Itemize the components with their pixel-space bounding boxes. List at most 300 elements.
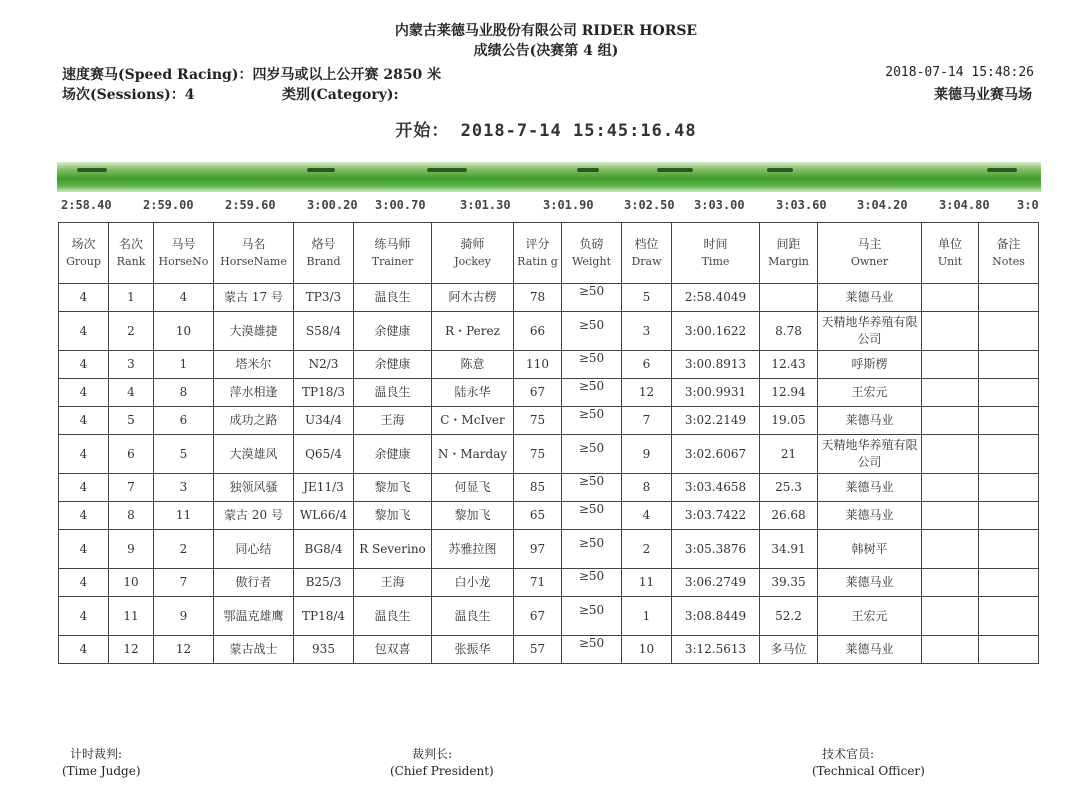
cell-value: 9 <box>642 446 651 461</box>
table-cell <box>622 407 672 435</box>
table-cell <box>979 435 1039 474</box>
table-cell <box>979 597 1039 636</box>
cell-value: 蒙古 20 号 <box>224 508 283 522</box>
table-cell <box>818 597 922 636</box>
venue: 莱德马业赛马场 <box>934 87 1032 103</box>
table-cell <box>354 351 432 379</box>
table-cell <box>432 435 514 474</box>
table-cell <box>154 569 214 597</box>
timeline-tick: 3:02.50 <box>624 198 675 212</box>
cell-value: 王海 <box>380 413 405 427</box>
table-cell <box>562 530 622 569</box>
table-row <box>59 407 1039 435</box>
cell-value: BG8/4 <box>304 541 343 556</box>
cell-value: 39.35 <box>771 575 806 589</box>
column-header-zh: 骑师 <box>460 237 485 251</box>
table-cell <box>818 435 922 474</box>
table-cell <box>59 284 109 312</box>
table-cell <box>622 474 672 502</box>
cell-value: 3 <box>127 357 135 371</box>
cell-value: 王海 <box>380 575 405 589</box>
table-cell <box>154 636 214 664</box>
table-row <box>59 636 1039 664</box>
table-cell <box>214 435 294 474</box>
weight-value: ≥50 <box>578 535 605 550</box>
table-cell <box>514 636 562 664</box>
cell-value: 萍水相逢 <box>229 385 278 399</box>
table-cell <box>294 502 354 530</box>
table-cell <box>622 569 672 597</box>
timeline-tick: 2:59.00 <box>143 198 194 212</box>
cell-value: 余健康 <box>374 446 411 461</box>
table-cell <box>154 351 214 379</box>
table-cell <box>760 502 818 530</box>
column-header <box>294 223 354 284</box>
table-cell <box>214 502 294 530</box>
cell-value: 4 <box>79 508 88 522</box>
cell-value: 温良生 <box>454 608 491 623</box>
table-cell <box>59 351 109 379</box>
table-cell <box>622 636 672 664</box>
table-cell <box>294 569 354 597</box>
cell-value: 苏雅拉图 <box>448 541 497 556</box>
table-cell <box>562 284 622 312</box>
table-cell <box>514 284 562 312</box>
cell-value: 1 <box>179 357 188 371</box>
table-cell <box>979 312 1039 351</box>
cell-value: 4 <box>79 642 88 656</box>
table-cell <box>294 435 354 474</box>
cell-value: 王宏元 <box>851 608 888 623</box>
table-cell <box>432 569 514 597</box>
column-header-en: Draw <box>631 255 662 268</box>
session-info: 场次(Sessions)：4 <box>62 87 195 103</box>
table-row <box>59 597 1039 636</box>
chief-label-en: (Chief President) <box>390 764 494 778</box>
table-cell <box>622 597 672 636</box>
table-cell <box>760 407 818 435</box>
table-cell <box>818 636 922 664</box>
table-cell <box>622 379 672 407</box>
chief-label: 裁判长: <box>412 747 453 761</box>
cell-value: 王宏元 <box>851 385 888 399</box>
cell-value: 4 <box>79 480 88 494</box>
table-cell <box>59 312 109 351</box>
table-cell <box>979 407 1039 435</box>
cell-value: 包双喜 <box>374 642 411 656</box>
report-subtitle: 成绩公告(决赛第 4 组) <box>473 43 619 59</box>
cell-value: 12 <box>175 642 192 656</box>
time-judge-label: 计时裁判: <box>70 747 123 761</box>
table-cell <box>979 502 1039 530</box>
race-info: 速度赛马(Speed Racing)：四岁马或以上公开赛 2850 米 <box>62 67 442 83</box>
table-cell <box>154 474 214 502</box>
table-cell <box>109 379 154 407</box>
timeline-tick: 3:03.60 <box>776 198 827 212</box>
table-row <box>59 435 1039 474</box>
table-cell <box>154 597 214 636</box>
cell-value: 11 <box>123 608 139 623</box>
table-cell <box>622 284 672 312</box>
column-header <box>59 223 109 284</box>
cell-value: 独领风骚 <box>229 480 278 494</box>
cell-value: 110 <box>526 357 549 371</box>
table-cell <box>214 569 294 597</box>
cell-value: 9 <box>179 608 188 623</box>
table-row <box>59 502 1039 530</box>
table-cell <box>59 569 109 597</box>
table-cell <box>922 597 979 636</box>
table-cell <box>354 530 432 569</box>
cell-value: 25.3 <box>775 480 802 494</box>
table-cell <box>514 597 562 636</box>
table-cell <box>109 569 154 597</box>
column-header <box>432 223 514 284</box>
cell-value: 10 <box>123 575 139 589</box>
table-cell <box>214 474 294 502</box>
cell-value: Q65/4 <box>305 446 342 461</box>
weight-value: ≥50 <box>578 284 605 298</box>
table-cell <box>760 284 818 312</box>
cell-value: JE11/3 <box>303 480 344 494</box>
timeline-tick: 3:01.30 <box>460 198 511 212</box>
cell-value: 67 <box>529 385 546 399</box>
cell-value: 4 <box>79 541 88 556</box>
cell-value: 71 <box>529 575 546 589</box>
table-cell <box>432 597 514 636</box>
cell-value: B25/3 <box>305 575 342 589</box>
cell-value: 5 <box>127 413 135 427</box>
start-time: 开始： 2018-7-14 15:45:16.48 <box>395 121 697 141</box>
column-header-zh: 马主 <box>857 237 882 251</box>
time-judge-signature <box>62 746 141 780</box>
table-cell <box>922 351 979 379</box>
table-cell <box>672 530 760 569</box>
table-cell <box>922 502 979 530</box>
cell-value: 4 <box>127 385 135 399</box>
table-cell <box>109 284 154 312</box>
column-header <box>214 223 294 284</box>
cell-value: 3:06.2749 <box>684 575 747 589</box>
cell-value: 3:03.4658 <box>684 480 747 494</box>
table-cell <box>109 474 154 502</box>
weight-value: ≥50 <box>578 379 605 393</box>
cell-value: 7 <box>179 575 188 589</box>
cell-value: 52.2 <box>775 608 802 623</box>
company-title: 内蒙古莱德马业股份有限公司 RIDER HORSE <box>394 23 698 39</box>
table-cell <box>59 502 109 530</box>
cell-value: 3:08.8449 <box>684 608 747 623</box>
cell-value: 傲行者 <box>235 575 272 589</box>
cell-value: 7 <box>642 413 651 427</box>
table-cell <box>818 502 922 530</box>
column-header-en: Group <box>66 255 101 268</box>
table-cell <box>294 474 354 502</box>
table-cell <box>562 379 622 407</box>
table-cell <box>672 407 760 435</box>
column-header-zh: 单位 <box>937 237 962 251</box>
table-cell <box>432 379 514 407</box>
cell-value: 1 <box>642 608 651 623</box>
cell-value: 66 <box>529 323 546 338</box>
cell-value: 韩树平 <box>851 541 888 556</box>
cell-value: 蒙古战士 <box>229 642 278 656</box>
table-cell <box>562 312 622 351</box>
table-cell <box>154 530 214 569</box>
table-cell <box>59 636 109 664</box>
table-cell <box>294 284 354 312</box>
column-header-en: HorseName <box>220 255 287 268</box>
column-header <box>562 223 622 284</box>
column-header <box>154 223 214 284</box>
table-cell <box>922 379 979 407</box>
cell-value: 4 <box>642 508 651 522</box>
table-cell <box>154 379 214 407</box>
table-cell <box>214 407 294 435</box>
cell-value: 65 <box>529 508 546 522</box>
cell-value: 6 <box>642 357 651 371</box>
cell-value: 75 <box>529 413 546 427</box>
column-header-en: Trainer <box>371 255 414 268</box>
cell-value: 3:12.5613 <box>684 642 747 656</box>
table-cell <box>214 636 294 664</box>
table-cell <box>109 597 154 636</box>
cell-value: 6 <box>179 413 188 427</box>
table-cell <box>59 435 109 474</box>
column-header-zh: 时间 <box>703 237 728 251</box>
cell-value: 12.94 <box>771 385 806 399</box>
cell-value: 黎加飞 <box>374 480 411 494</box>
cell-value: 温良生 <box>374 608 411 623</box>
table-cell <box>672 351 760 379</box>
cell-value: 余健康 <box>374 323 411 338</box>
table-cell <box>294 636 354 664</box>
cell-value: 4 <box>79 608 88 623</box>
column-header-zh: 练马师 <box>374 237 411 251</box>
cell-value: 莱德马业 <box>845 575 894 589</box>
cell-value: 陈意 <box>460 357 485 371</box>
column-header-zh: 档位 <box>634 237 659 251</box>
table-cell <box>818 284 922 312</box>
table-row <box>59 351 1039 379</box>
table-cell <box>979 474 1039 502</box>
column-header-zh: 马名 <box>241 237 266 251</box>
table-cell <box>432 284 514 312</box>
table-cell <box>622 351 672 379</box>
cell-value: R Severino <box>359 541 426 556</box>
table-cell <box>922 474 979 502</box>
table-cell <box>354 636 432 664</box>
table-cell <box>294 379 354 407</box>
weight-value: ≥50 <box>578 407 605 421</box>
cell-value: 4 <box>79 446 88 461</box>
column-header-zh: 马号 <box>171 237 196 251</box>
table-cell <box>514 351 562 379</box>
table-cell <box>622 312 672 351</box>
column-header <box>979 223 1039 284</box>
timeline-tick: 2:58.40 <box>61 198 112 212</box>
table-cell <box>154 435 214 474</box>
column-header-en: Notes <box>992 255 1025 268</box>
table-cell <box>922 636 979 664</box>
table-cell <box>354 569 432 597</box>
cell-value: 10 <box>175 323 192 338</box>
table-cell <box>514 435 562 474</box>
table-cell <box>672 379 760 407</box>
cell-value: 白小龙 <box>454 575 491 589</box>
cell-value: 2:58.4049 <box>684 290 747 304</box>
cell-value: 3:00.1622 <box>684 323 747 338</box>
column-header-zh: 名次 <box>118 237 143 251</box>
cell-value: 莱德马业 <box>845 508 894 522</box>
cell-value: 3:00.9931 <box>684 385 747 399</box>
table-cell <box>354 502 432 530</box>
table-cell <box>562 502 622 530</box>
category-info: 类别(Category): <box>282 87 399 103</box>
table-cell <box>562 597 622 636</box>
cell-value: 8 <box>179 385 188 399</box>
table-cell <box>562 407 622 435</box>
table-cell <box>672 636 760 664</box>
table-cell <box>109 530 154 569</box>
cell-value: 5 <box>179 446 188 461</box>
table-cell <box>672 502 760 530</box>
weight-value: ≥50 <box>578 351 605 365</box>
cell-value: 多马位 <box>770 642 807 656</box>
cell-value: 温良生 <box>374 385 411 399</box>
cell-value: 阿木古楞 <box>448 290 497 304</box>
table-cell <box>922 435 979 474</box>
cell-value: 温良生 <box>374 290 411 304</box>
results-table <box>58 222 1039 664</box>
table-cell <box>59 407 109 435</box>
table-cell <box>922 407 979 435</box>
cell-value: 3:03.7422 <box>684 508 747 522</box>
cell-value: 3:00.8913 <box>684 357 747 371</box>
table-cell <box>922 312 979 351</box>
cell-value: WL66/4 <box>299 508 348 522</box>
technical-officer-signature <box>812 746 925 780</box>
cell-value: 26.68 <box>771 508 806 522</box>
cell-value: 黎加飞 <box>454 508 491 522</box>
table-cell <box>432 407 514 435</box>
table-cell <box>979 636 1039 664</box>
table-cell <box>922 284 979 312</box>
table-cell <box>354 407 432 435</box>
table-cell <box>154 284 214 312</box>
column-header <box>354 223 432 284</box>
cell-value: 天精地华养殖有限公司 <box>821 438 918 469</box>
column-header <box>818 223 922 284</box>
table-cell <box>672 569 760 597</box>
table-cell <box>154 312 214 351</box>
column-header-en: Ratin g <box>517 255 558 268</box>
column-header-zh: 烙号 <box>311 237 336 251</box>
technical-officer-label-en: (Technical Officer) <box>812 764 925 778</box>
table-cell <box>59 530 109 569</box>
table-cell <box>672 284 760 312</box>
table-cell <box>514 569 562 597</box>
cell-value: 4 <box>79 385 88 399</box>
table-cell <box>979 351 1039 379</box>
table-cell <box>562 636 622 664</box>
cell-value: 3:02.2149 <box>684 413 747 427</box>
table-cell <box>562 351 622 379</box>
cell-value: 8 <box>127 508 135 522</box>
table-cell <box>294 312 354 351</box>
cell-value: 2 <box>642 541 651 556</box>
timeline-tick: 3:00.20 <box>307 198 358 212</box>
column-header-en: Time <box>701 255 730 268</box>
cell-value: TP18/3 <box>301 385 346 399</box>
table-cell <box>109 636 154 664</box>
table-cell <box>109 407 154 435</box>
table-cell <box>214 312 294 351</box>
table-cell <box>432 351 514 379</box>
cell-value: 塔米尔 <box>235 357 272 371</box>
table-cell <box>818 312 922 351</box>
table-cell <box>760 636 818 664</box>
cell-value: 4 <box>79 357 88 371</box>
weight-value: ≥50 <box>578 602 605 617</box>
cell-value: 5 <box>642 290 651 304</box>
column-header <box>514 223 562 284</box>
cell-value: N・Marday <box>437 446 508 461</box>
column-header-zh: 场次 <box>71 237 96 251</box>
weight-value: ≥50 <box>578 317 605 332</box>
table-cell <box>760 474 818 502</box>
cell-value: 4 <box>79 575 88 589</box>
table-cell <box>214 597 294 636</box>
table-cell <box>760 530 818 569</box>
cell-value: 97 <box>529 541 546 556</box>
timeline-tick: 3:04.20 <box>857 198 908 212</box>
cell-value: 3:02.6067 <box>684 446 747 461</box>
weight-value: ≥50 <box>578 636 605 650</box>
column-header <box>622 223 672 284</box>
table-cell <box>354 312 432 351</box>
column-header <box>672 223 760 284</box>
column-header <box>109 223 154 284</box>
table-cell <box>109 502 154 530</box>
table-cell <box>760 379 818 407</box>
weight-value: ≥50 <box>578 440 605 455</box>
column-header-en: HorseNo <box>158 255 209 268</box>
table-cell <box>514 379 562 407</box>
table-cell <box>979 284 1039 312</box>
table-cell <box>354 379 432 407</box>
cell-value: 同心结 <box>235 541 272 556</box>
table-row <box>59 530 1039 569</box>
table-cell <box>294 597 354 636</box>
cell-value: 3:05.3876 <box>684 541 747 556</box>
cell-value: 57 <box>529 642 546 656</box>
cell-value: 935 <box>312 642 335 656</box>
cell-value: TP18/4 <box>301 608 346 623</box>
timeline-tick: 2:59.60 <box>225 198 276 212</box>
table-cell <box>214 379 294 407</box>
cell-value: 4 <box>179 290 188 304</box>
cell-value: 11 <box>638 575 655 589</box>
table-cell <box>622 530 672 569</box>
table-cell <box>109 312 154 351</box>
table-cell <box>622 435 672 474</box>
cell-value: R・Perez <box>445 323 500 338</box>
table-cell <box>354 474 432 502</box>
cell-value: 21 <box>780 446 797 461</box>
cell-value: 12.43 <box>771 357 806 371</box>
table-cell <box>514 530 562 569</box>
